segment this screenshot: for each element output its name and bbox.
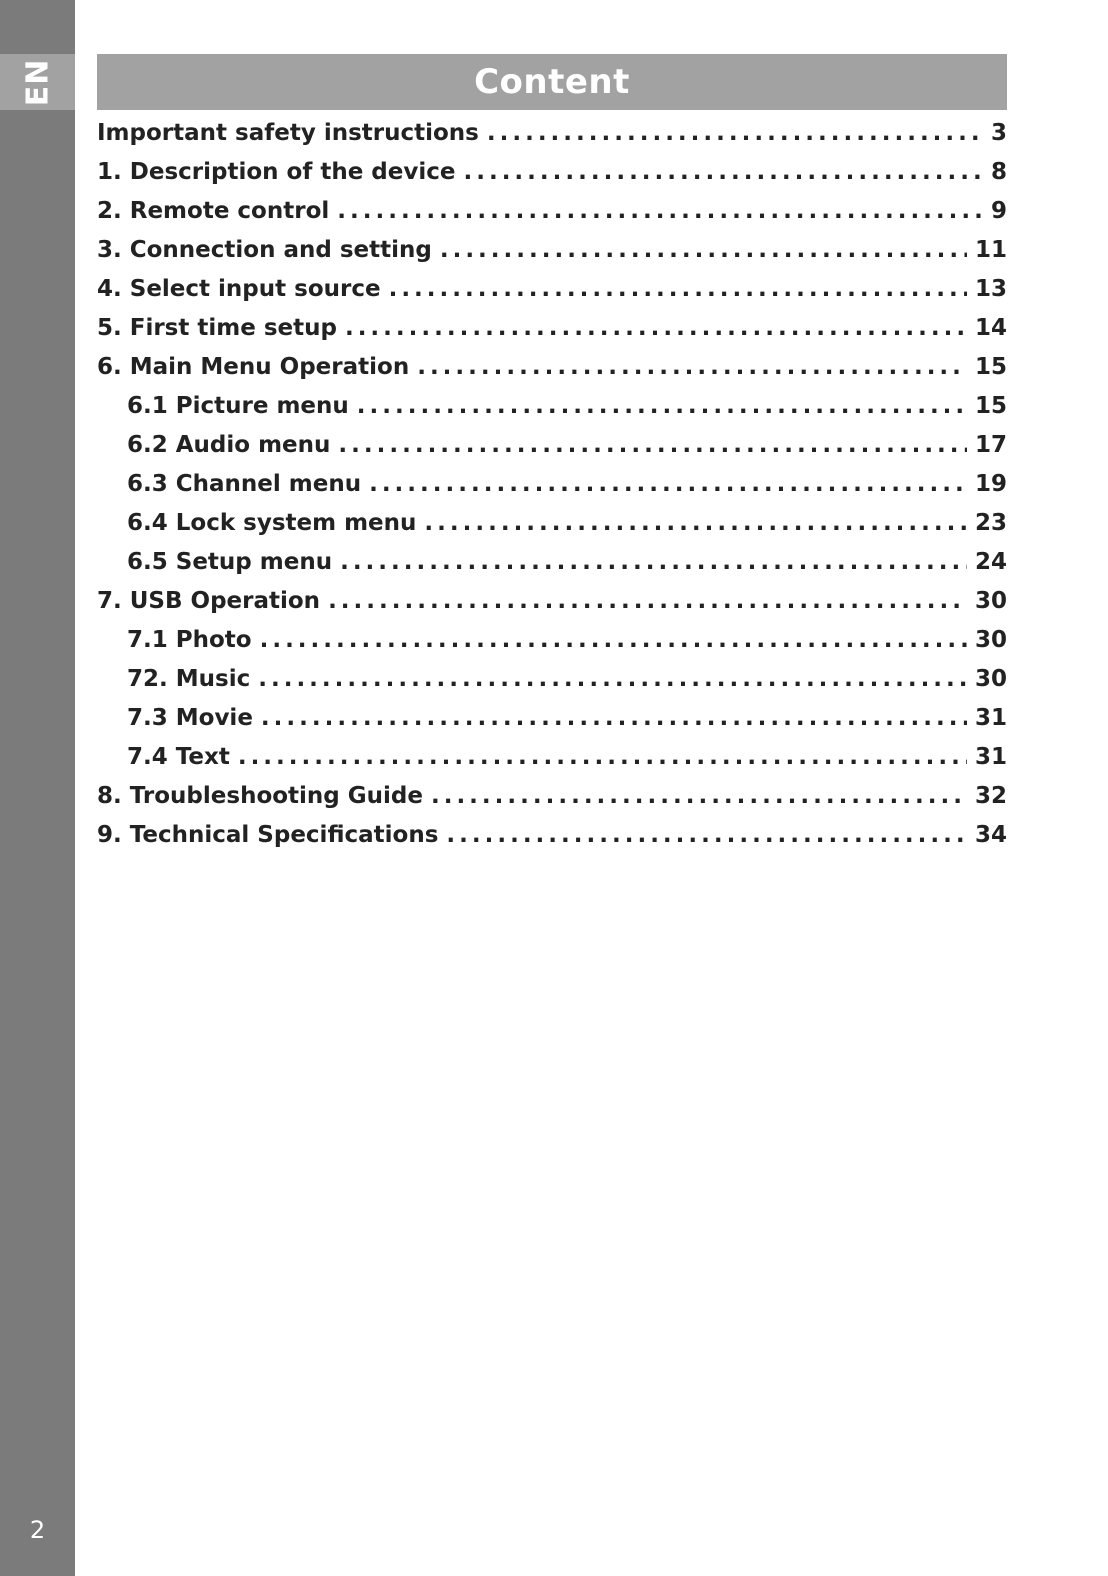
toc-leader-dots (357, 393, 967, 419)
toc-entry-page: 8 (990, 159, 1007, 185)
toc-entry (97, 588, 1007, 627)
toc-entry-page: 15 (974, 354, 1007, 380)
toc-entry-title: 6.5 Setup menu (127, 549, 333, 575)
toc-leader-dots (238, 744, 967, 770)
toc-entry (97, 666, 1007, 705)
toc-entry-title: 7.1 Photo (127, 627, 252, 653)
language-tab (0, 54, 75, 110)
toc-entry-page: 19 (974, 471, 1007, 497)
toc-entry (97, 159, 1007, 198)
toc-leader-dots (424, 510, 967, 536)
toc-entry (97, 783, 1007, 822)
toc-leader-dots (440, 237, 967, 263)
toc-leader-dots (369, 471, 967, 497)
toc-leader-dots (345, 315, 967, 341)
toc-entry-page: 31 (974, 744, 1007, 770)
toc-leader-dots (417, 354, 967, 380)
toc-entry-title: 2. Remote control (97, 198, 330, 224)
toc-entry (97, 432, 1007, 471)
toc-entry-page: 30 (974, 666, 1007, 692)
page-title: Content (97, 54, 1007, 110)
toc-entry-title: Important safety instructions (97, 120, 479, 146)
toc-entry-title: 1. Description of the device (97, 159, 456, 185)
toc-entry-page: 32 (974, 783, 1007, 809)
toc-leader-dots (261, 705, 967, 731)
toc-leader-dots (463, 159, 983, 185)
toc-entry (97, 120, 1007, 159)
toc-entry-title: 7. USB Operation (97, 588, 321, 614)
toc-entry-title: 7.4 Text (127, 744, 230, 770)
language-label: EN (19, 58, 55, 106)
toc-entry-title: 6.1 Picture menu (127, 393, 349, 419)
toc-entry (97, 705, 1007, 744)
toc-leader-dots (338, 432, 967, 458)
toc-entry-title: 3. Connection and setting (97, 237, 432, 263)
toc-entry-page: 24 (974, 549, 1007, 575)
toc-entry (97, 744, 1007, 783)
toc-entry (97, 393, 1007, 432)
toc-entry (97, 237, 1007, 276)
toc-entry-page: 17 (974, 432, 1007, 458)
toc-entry-page: 30 (974, 627, 1007, 653)
toc-entry (97, 471, 1007, 510)
sidebar (0, 0, 75, 1576)
toc-entry-title: 5. First time setup (97, 315, 337, 341)
page-number: 2 (29, 1516, 46, 1544)
toc-leader-dots (431, 783, 967, 809)
toc-leader-dots (260, 627, 967, 653)
toc-entry-page: 15 (974, 393, 1007, 419)
toc-entry (97, 549, 1007, 588)
toc-leader-dots (337, 198, 983, 224)
toc-entry (97, 276, 1007, 315)
toc-entry (97, 627, 1007, 666)
toc-leader-dots (328, 588, 967, 614)
toc-entry-title: 9. Technical Specifications (97, 822, 439, 848)
toc-entry-title: 4. Select input source (97, 276, 381, 302)
toc-leader-dots (340, 549, 967, 575)
toc-entry-title: 72. Music (127, 666, 251, 692)
toc-entry-page: 23 (974, 510, 1007, 536)
toc-entry (97, 315, 1007, 354)
toc-entry-title: 6.3 Channel menu (127, 471, 362, 497)
toc-leader-dots (258, 666, 967, 692)
toc-entry-page: 3 (990, 120, 1007, 146)
toc-entry-page: 9 (990, 198, 1007, 224)
toc-entry (97, 354, 1007, 393)
toc-entry-page: 14 (974, 315, 1007, 341)
toc-entry-title: 7.3 Movie (127, 705, 253, 731)
toc-entry-title: 8. Troubleshooting Guide (97, 783, 423, 809)
toc-entry-title: 6.4 Lock system menu (127, 510, 417, 536)
toc-entry-title: 6. Main Menu Operation (97, 354, 410, 380)
toc-entry-page: 13 (974, 276, 1007, 302)
toc-leader-dots (487, 120, 983, 146)
toc-entry (97, 510, 1007, 549)
toc-entry-title: 6.2 Audio menu (127, 432, 331, 458)
toc-leader-dots (446, 822, 967, 848)
toc-leader-dots (389, 276, 967, 302)
toc-entry-page: 31 (974, 705, 1007, 731)
toc-entry-page: 34 (974, 822, 1007, 848)
toc-entry (97, 822, 1007, 861)
table-of-contents (97, 120, 1007, 861)
toc-entry-page: 30 (974, 588, 1007, 614)
toc-entry-page: 11 (974, 237, 1007, 263)
toc-entry (97, 198, 1007, 237)
